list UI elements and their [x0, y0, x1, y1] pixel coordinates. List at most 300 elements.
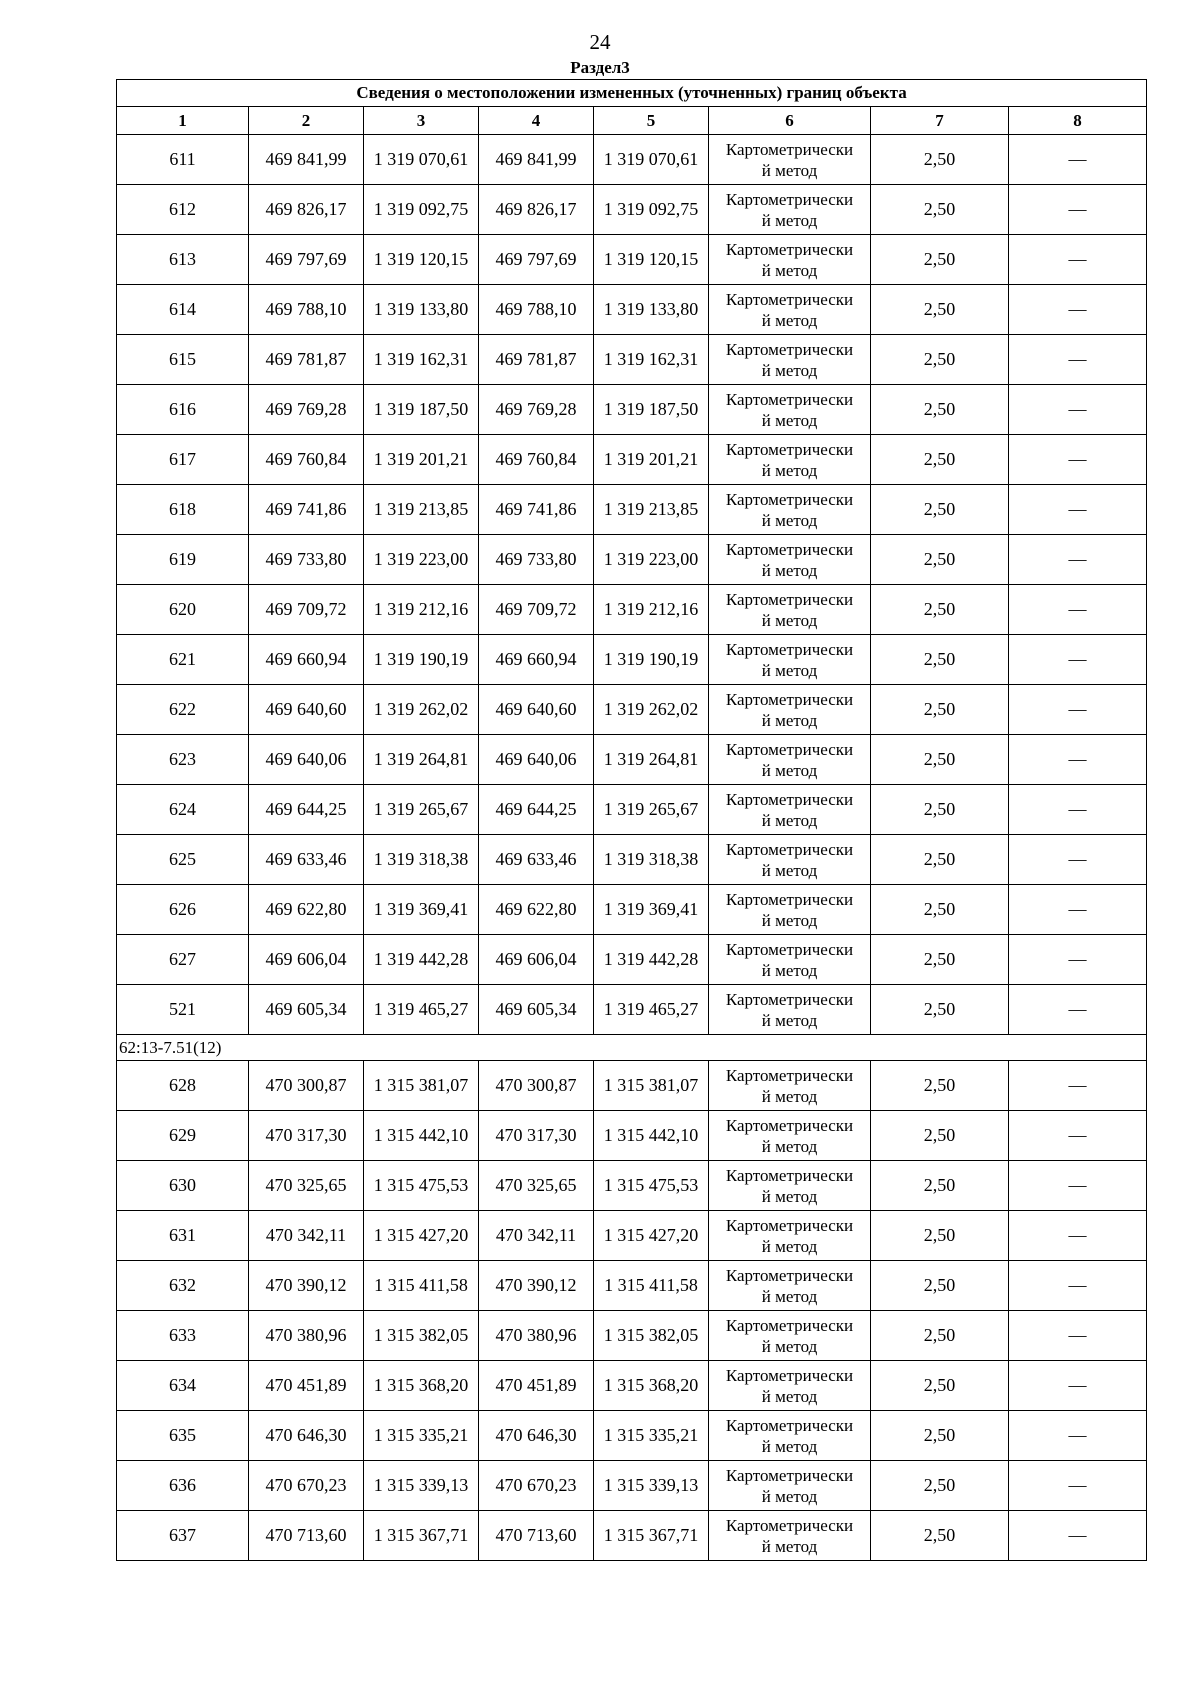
coordinate-cell: 1 315 368,20 [594, 1361, 709, 1411]
coordinate-cell: 1 319 213,85 [594, 485, 709, 535]
method-line: Картометрически [725, 1515, 854, 1535]
table-row [117, 1411, 1147, 1461]
coordinate-cell: 470 300,87 [249, 1061, 364, 1111]
column-header: 4 [479, 107, 594, 135]
precision-cell: 2,50 [871, 435, 1009, 485]
coordinate-cell: 469 660,94 [479, 635, 594, 685]
method-line: Картометрически [725, 589, 854, 609]
empty-cell: — [1009, 1111, 1147, 1161]
method-cell [709, 135, 871, 185]
method-line: й метод [761, 1236, 818, 1256]
method-line: й метод [761, 260, 818, 280]
empty-cell: — [1009, 1361, 1147, 1411]
coordinate-cell: 1 319 369,41 [364, 885, 479, 935]
precision-cell: 2,50 [871, 185, 1009, 235]
coordinate-cell: 1 315 339,13 [364, 1461, 479, 1511]
coordinate-cell: 469 606,04 [249, 935, 364, 985]
section-label: Раздел3 [570, 58, 630, 77]
table-row [117, 935, 1147, 985]
point-number: 626 [117, 885, 249, 935]
empty-cell: — [1009, 1211, 1147, 1261]
coordinate-cell: 469 622,80 [249, 885, 364, 935]
table-title: Сведения о местоположении измененных (уточненных) границ объекта [117, 80, 1147, 107]
table-row [117, 285, 1147, 335]
point-number: 625 [117, 835, 249, 885]
empty-cell: — [1009, 1511, 1147, 1561]
coordinate-cell: 1 319 201,21 [594, 435, 709, 485]
point-number: 628 [117, 1061, 249, 1111]
precision-cell: 2,50 [871, 735, 1009, 785]
empty-cell: — [1009, 1461, 1147, 1511]
table-row [117, 1461, 1147, 1511]
method-line: Картометрически [725, 1065, 854, 1085]
coordinate-cell: 470 325,65 [479, 1161, 594, 1211]
method-line: Картометрически [725, 689, 854, 709]
table-row [117, 1511, 1147, 1561]
method-line: й метод [761, 860, 818, 880]
precision-cell: 2,50 [871, 1411, 1009, 1461]
method-cell [709, 735, 871, 785]
coordinate-cell: 469 640,06 [249, 735, 364, 785]
method-cell [709, 535, 871, 585]
method-line: й метод [761, 1086, 818, 1106]
method-cell [709, 485, 871, 535]
method-line: Картометрически [725, 289, 854, 309]
coordinate-cell: 469 709,72 [479, 585, 594, 635]
coordinate-cell: 469 644,25 [249, 785, 364, 835]
method-line: й метод [761, 1010, 818, 1030]
coordinate-cell: 469 605,34 [479, 985, 594, 1035]
coordinate-cell: 1 319 092,75 [594, 185, 709, 235]
empty-cell: — [1009, 1161, 1147, 1211]
coordinate-cell: 1 319 318,38 [594, 835, 709, 885]
precision-cell: 2,50 [871, 1511, 1009, 1561]
empty-cell: — [1009, 1311, 1147, 1361]
coordinate-cell: 470 300,87 [479, 1061, 594, 1111]
coordinate-cell: 469 781,87 [479, 335, 594, 385]
precision-cell: 2,50 [871, 535, 1009, 585]
method-line: Картометрически [725, 239, 854, 259]
coordinate-cell: 469 640,06 [479, 735, 594, 785]
method-cell [709, 1311, 871, 1361]
coordinate-cell: 469 769,28 [479, 385, 594, 435]
coordinate-cell: 1 319 120,15 [594, 235, 709, 285]
coordinate-cell: 1 319 201,21 [364, 435, 479, 485]
precision-cell: 2,50 [871, 1211, 1009, 1261]
method-line: Картометрически [725, 889, 854, 909]
table-row [117, 1111, 1147, 1161]
method-line: Картометрически [725, 339, 854, 359]
precision-cell: 2,50 [871, 1161, 1009, 1211]
point-number: 521 [117, 985, 249, 1035]
column-header: 3 [364, 107, 479, 135]
coordinate-cell: 1 319 162,31 [594, 335, 709, 385]
coordinate-cell: 470 451,89 [479, 1361, 594, 1411]
precision-cell: 2,50 [871, 585, 1009, 635]
coordinate-cell: 1 319 264,81 [594, 735, 709, 785]
empty-cell: — [1009, 885, 1147, 935]
table-row [117, 185, 1147, 235]
empty-cell: — [1009, 1061, 1147, 1111]
table-row [117, 735, 1147, 785]
method-cell [709, 1061, 871, 1111]
method-cell [709, 335, 871, 385]
method-line: й метод [761, 1136, 818, 1156]
table-row [117, 585, 1147, 635]
method-line: й метод [761, 310, 818, 330]
coordinate-cell: 1 319 465,27 [364, 985, 479, 1035]
coordinate-cell: 1 315 382,05 [364, 1311, 479, 1361]
coordinate-cell: 469 633,46 [249, 835, 364, 885]
coordinate-cell: 1 319 465,27 [594, 985, 709, 1035]
coordinate-cell: 1 319 187,50 [594, 385, 709, 435]
point-number: 623 [117, 735, 249, 785]
point-number: 616 [117, 385, 249, 435]
empty-cell: — [1009, 535, 1147, 585]
coordinate-cell: 1 315 339,13 [594, 1461, 709, 1511]
table-row [117, 1161, 1147, 1211]
method-cell [709, 435, 871, 485]
coordinate-cell: 1 315 382,05 [594, 1311, 709, 1361]
coordinate-cell: 1 319 133,80 [594, 285, 709, 335]
method-line: Картометрически [725, 489, 854, 509]
method-line: й метод [761, 160, 818, 180]
coordinate-cell: 470 380,96 [479, 1311, 594, 1361]
coordinate-cell: 1 319 223,00 [594, 535, 709, 585]
precision-cell: 2,50 [871, 1061, 1009, 1111]
coordinate-cell: 469 640,60 [249, 685, 364, 735]
coordinate-cell: 470 325,65 [249, 1161, 364, 1211]
column-header: 7 [871, 107, 1009, 135]
precision-cell: 2,50 [871, 985, 1009, 1035]
method-cell [709, 835, 871, 885]
precision-cell: 2,50 [871, 485, 1009, 535]
method-line: Картометрически [725, 1165, 854, 1185]
coordinate-cell: 1 319 092,75 [364, 185, 479, 235]
coordinate-cell: 1 319 262,02 [364, 685, 479, 735]
point-number: 632 [117, 1261, 249, 1311]
method-line: Картометрически [725, 1315, 854, 1335]
method-cell [709, 585, 871, 635]
method-line: й метод [761, 610, 818, 630]
method-line: й метод [761, 760, 818, 780]
coordinate-cell: 1 319 190,19 [594, 635, 709, 685]
coordinate-cell: 1 315 475,53 [594, 1161, 709, 1211]
coordinate-cell: 469 797,69 [479, 235, 594, 285]
coordinate-cell: 1 319 212,16 [594, 585, 709, 635]
coordinate-cell: 1 315 475,53 [364, 1161, 479, 1211]
coordinate-cell: 1 315 381,07 [364, 1061, 479, 1111]
coordinate-cell: 469 760,84 [249, 435, 364, 485]
method-line: Картометрически [725, 1365, 854, 1385]
precision-cell: 2,50 [871, 785, 1009, 835]
coordinate-cell: 1 315 427,20 [594, 1211, 709, 1261]
coordinate-cell: 470 713,60 [249, 1511, 364, 1561]
method-line: Картометрически [725, 389, 854, 409]
method-cell [709, 235, 871, 285]
coordinate-cell: 469 660,94 [249, 635, 364, 685]
point-number: 622 [117, 685, 249, 735]
precision-cell: 2,50 [871, 1361, 1009, 1411]
method-line: Картометрически [725, 1265, 854, 1285]
coordinate-cell: 470 646,30 [249, 1411, 364, 1461]
empty-cell: — [1009, 385, 1147, 435]
column-header: 6 [709, 107, 871, 135]
coordinate-cell: 469 826,17 [249, 185, 364, 235]
empty-cell: — [1009, 285, 1147, 335]
point-number: 618 [117, 485, 249, 535]
method-line: Картометрически [725, 739, 854, 759]
coordinate-cell: 1 315 442,10 [594, 1111, 709, 1161]
point-number: 613 [117, 235, 249, 285]
group-label: 62:13-7.51(12) [117, 1035, 1147, 1061]
method-cell [709, 285, 871, 335]
coordinate-cell: 469 841,99 [479, 135, 594, 185]
method-cell [709, 985, 871, 1035]
table-body [117, 135, 1147, 1561]
coordinate-cell: 1 315 367,71 [594, 1511, 709, 1561]
empty-cell: — [1009, 185, 1147, 235]
method-cell [709, 785, 871, 835]
method-cell [709, 885, 871, 935]
coordinate-cell: 469 769,28 [249, 385, 364, 435]
table-row [117, 1211, 1147, 1261]
method-line: Картометрически [725, 839, 854, 859]
coordinate-cell: 470 342,11 [479, 1211, 594, 1261]
method-cell [709, 635, 871, 685]
method-line: й метод [761, 460, 818, 480]
point-number: 620 [117, 585, 249, 635]
method-line: Картометрически [725, 139, 854, 159]
coordinate-cell: 469 644,25 [479, 785, 594, 835]
method-line: й метод [761, 210, 818, 230]
coordinate-cell: 469 781,87 [249, 335, 364, 385]
method-line: й метод [761, 510, 818, 530]
point-number: 612 [117, 185, 249, 235]
column-header: 2 [249, 107, 364, 135]
coordinate-cell: 1 319 133,80 [364, 285, 479, 335]
point-number: 614 [117, 285, 249, 335]
point-number: 624 [117, 785, 249, 835]
coordinate-cell: 1 319 264,81 [364, 735, 479, 785]
point-number: 631 [117, 1211, 249, 1261]
table-row [117, 235, 1147, 285]
empty-cell: — [1009, 435, 1147, 485]
column-header: 1 [117, 107, 249, 135]
method-line: й метод [761, 710, 818, 730]
coordinate-cell: 1 315 411,58 [364, 1261, 479, 1311]
empty-cell: — [1009, 935, 1147, 985]
method-line: й метод [761, 660, 818, 680]
method-line: й метод [761, 1486, 818, 1506]
table-title-row [117, 80, 1147, 107]
table-row [117, 1261, 1147, 1311]
precision-cell: 2,50 [871, 885, 1009, 935]
empty-cell: — [1009, 985, 1147, 1035]
method-cell [709, 685, 871, 735]
coordinate-cell: 469 733,80 [249, 535, 364, 585]
table-row [117, 1361, 1147, 1411]
point-number: 633 [117, 1311, 249, 1361]
method-line: Картометрически [725, 1115, 854, 1135]
table-row [117, 835, 1147, 885]
precision-cell: 2,50 [871, 135, 1009, 185]
empty-cell: — [1009, 635, 1147, 685]
table-row [117, 385, 1147, 435]
coordinate-cell: 469 797,69 [249, 235, 364, 285]
coordinate-cell: 1 319 187,50 [364, 385, 479, 435]
coordinate-cell: 470 390,12 [479, 1261, 594, 1311]
coordinate-cell: 469 841,99 [249, 135, 364, 185]
empty-cell: — [1009, 1411, 1147, 1461]
coordinate-cell: 1 315 368,20 [364, 1361, 479, 1411]
method-cell [709, 935, 871, 985]
empty-cell: — [1009, 785, 1147, 835]
coordinate-cell: 1 315 411,58 [594, 1261, 709, 1311]
coordinate-cell: 470 670,23 [249, 1461, 364, 1511]
coordinate-cell: 470 380,96 [249, 1311, 364, 1361]
point-number: 636 [117, 1461, 249, 1511]
coordinate-cell: 1 319 262,02 [594, 685, 709, 735]
table-row [117, 1311, 1147, 1361]
method-line: Картометрически [725, 539, 854, 559]
coordinate-cell: 469 741,86 [249, 485, 364, 535]
precision-cell: 2,50 [871, 835, 1009, 885]
coordinate-cell: 1 319 212,16 [364, 585, 479, 635]
coordinate-cell: 469 640,60 [479, 685, 594, 735]
method-cell [709, 1261, 871, 1311]
coordinate-cell: 469 633,46 [479, 835, 594, 885]
point-number: 627 [117, 935, 249, 985]
coordinate-cell: 1 315 442,10 [364, 1111, 479, 1161]
empty-cell: — [1009, 135, 1147, 185]
empty-cell: — [1009, 735, 1147, 785]
method-cell [709, 185, 871, 235]
coordinate-cell: 469 733,80 [479, 535, 594, 585]
point-number: 637 [117, 1511, 249, 1561]
method-line: Картометрически [725, 1465, 854, 1485]
coordinate-cell: 469 606,04 [479, 935, 594, 985]
precision-cell: 2,50 [871, 1111, 1009, 1161]
empty-cell: — [1009, 1261, 1147, 1311]
method-line: й метод [761, 810, 818, 830]
method-cell [709, 1211, 871, 1261]
coordinate-cell: 1 319 190,19 [364, 635, 479, 685]
precision-cell: 2,50 [871, 385, 1009, 435]
empty-cell: — [1009, 485, 1147, 535]
coordinate-cell: 1 319 442,28 [594, 935, 709, 985]
coordinate-cell: 469 622,80 [479, 885, 594, 935]
coordinate-cell: 469 826,17 [479, 185, 594, 235]
method-cell [709, 1461, 871, 1511]
precision-cell: 2,50 [871, 635, 1009, 685]
coordinate-cell: 470 670,23 [479, 1461, 594, 1511]
method-line: Картометрически [725, 1215, 854, 1235]
coordinate-cell: 470 713,60 [479, 1511, 594, 1561]
coordinate-cell: 1 315 335,21 [594, 1411, 709, 1461]
precision-cell: 2,50 [871, 285, 1009, 335]
method-line: й метод [761, 1536, 818, 1556]
point-number: 617 [117, 435, 249, 485]
column-header: 8 [1009, 107, 1147, 135]
coordinate-cell: 1 319 265,67 [364, 785, 479, 835]
coordinate-cell: 469 709,72 [249, 585, 364, 635]
method-line: Картометрически [725, 939, 854, 959]
point-number: 615 [117, 335, 249, 385]
precision-cell: 2,50 [871, 1461, 1009, 1511]
precision-cell: 2,50 [871, 335, 1009, 385]
method-cell [709, 385, 871, 435]
method-line: Картометрически [725, 439, 854, 459]
method-cell [709, 1161, 871, 1211]
point-number: 634 [117, 1361, 249, 1411]
column-header: 5 [594, 107, 709, 135]
table-row [117, 635, 1147, 685]
method-line: й метод [761, 910, 818, 930]
coordinate-cell: 1 315 427,20 [364, 1211, 479, 1261]
coordinate-cell: 470 390,12 [249, 1261, 364, 1311]
point-number: 611 [117, 135, 249, 185]
method-line: й метод [761, 1436, 818, 1456]
method-line: Картометрически [725, 639, 854, 659]
method-cell [709, 1511, 871, 1561]
coordinate-cell: 1 319 120,15 [364, 235, 479, 285]
method-line: й метод [761, 1386, 818, 1406]
point-number: 619 [117, 535, 249, 585]
coordinate-cell: 1 319 369,41 [594, 885, 709, 935]
method-line: й метод [761, 1286, 818, 1306]
coordinate-cell: 469 605,34 [249, 985, 364, 1035]
method-cell [709, 1361, 871, 1411]
method-cell [709, 1411, 871, 1461]
coordinate-cell: 470 342,11 [249, 1211, 364, 1261]
coordinate-cell: 470 317,30 [479, 1111, 594, 1161]
method-line: й метод [761, 360, 818, 380]
coordinate-cell: 1 319 442,28 [364, 935, 479, 985]
table-row [117, 785, 1147, 835]
empty-cell: — [1009, 835, 1147, 885]
coordinate-cell: 470 317,30 [249, 1111, 364, 1161]
table-row [117, 535, 1147, 585]
empty-cell: — [1009, 585, 1147, 635]
coordinate-cell: 1 319 070,61 [594, 135, 709, 185]
point-number: 635 [117, 1411, 249, 1461]
table-row [117, 985, 1147, 1035]
point-number: 629 [117, 1111, 249, 1161]
coordinate-cell: 1 315 367,71 [364, 1511, 479, 1561]
precision-cell: 2,50 [871, 235, 1009, 285]
coordinate-cell: 469 788,10 [479, 285, 594, 335]
method-line: й метод [761, 560, 818, 580]
coordinate-cell: 1 315 335,21 [364, 1411, 479, 1461]
table-row [117, 885, 1147, 935]
method-line: й метод [761, 1186, 818, 1206]
column-header-row [117, 107, 1147, 135]
method-cell [709, 1111, 871, 1161]
coordinate-cell: 470 451,89 [249, 1361, 364, 1411]
coordinate-cell: 1 319 318,38 [364, 835, 479, 885]
method-line: Картометрически [725, 1415, 854, 1435]
coordinate-cell: 1 319 223,00 [364, 535, 479, 585]
point-number: 630 [117, 1161, 249, 1211]
coordinate-cell: 469 760,84 [479, 435, 594, 485]
table-row [117, 685, 1147, 735]
method-line: Картометрически [725, 989, 854, 1009]
coordinate-cell: 1 319 265,67 [594, 785, 709, 835]
precision-cell: 2,50 [871, 685, 1009, 735]
page-number: 24 [589, 30, 611, 54]
coordinate-cell: 1 319 070,61 [364, 135, 479, 185]
